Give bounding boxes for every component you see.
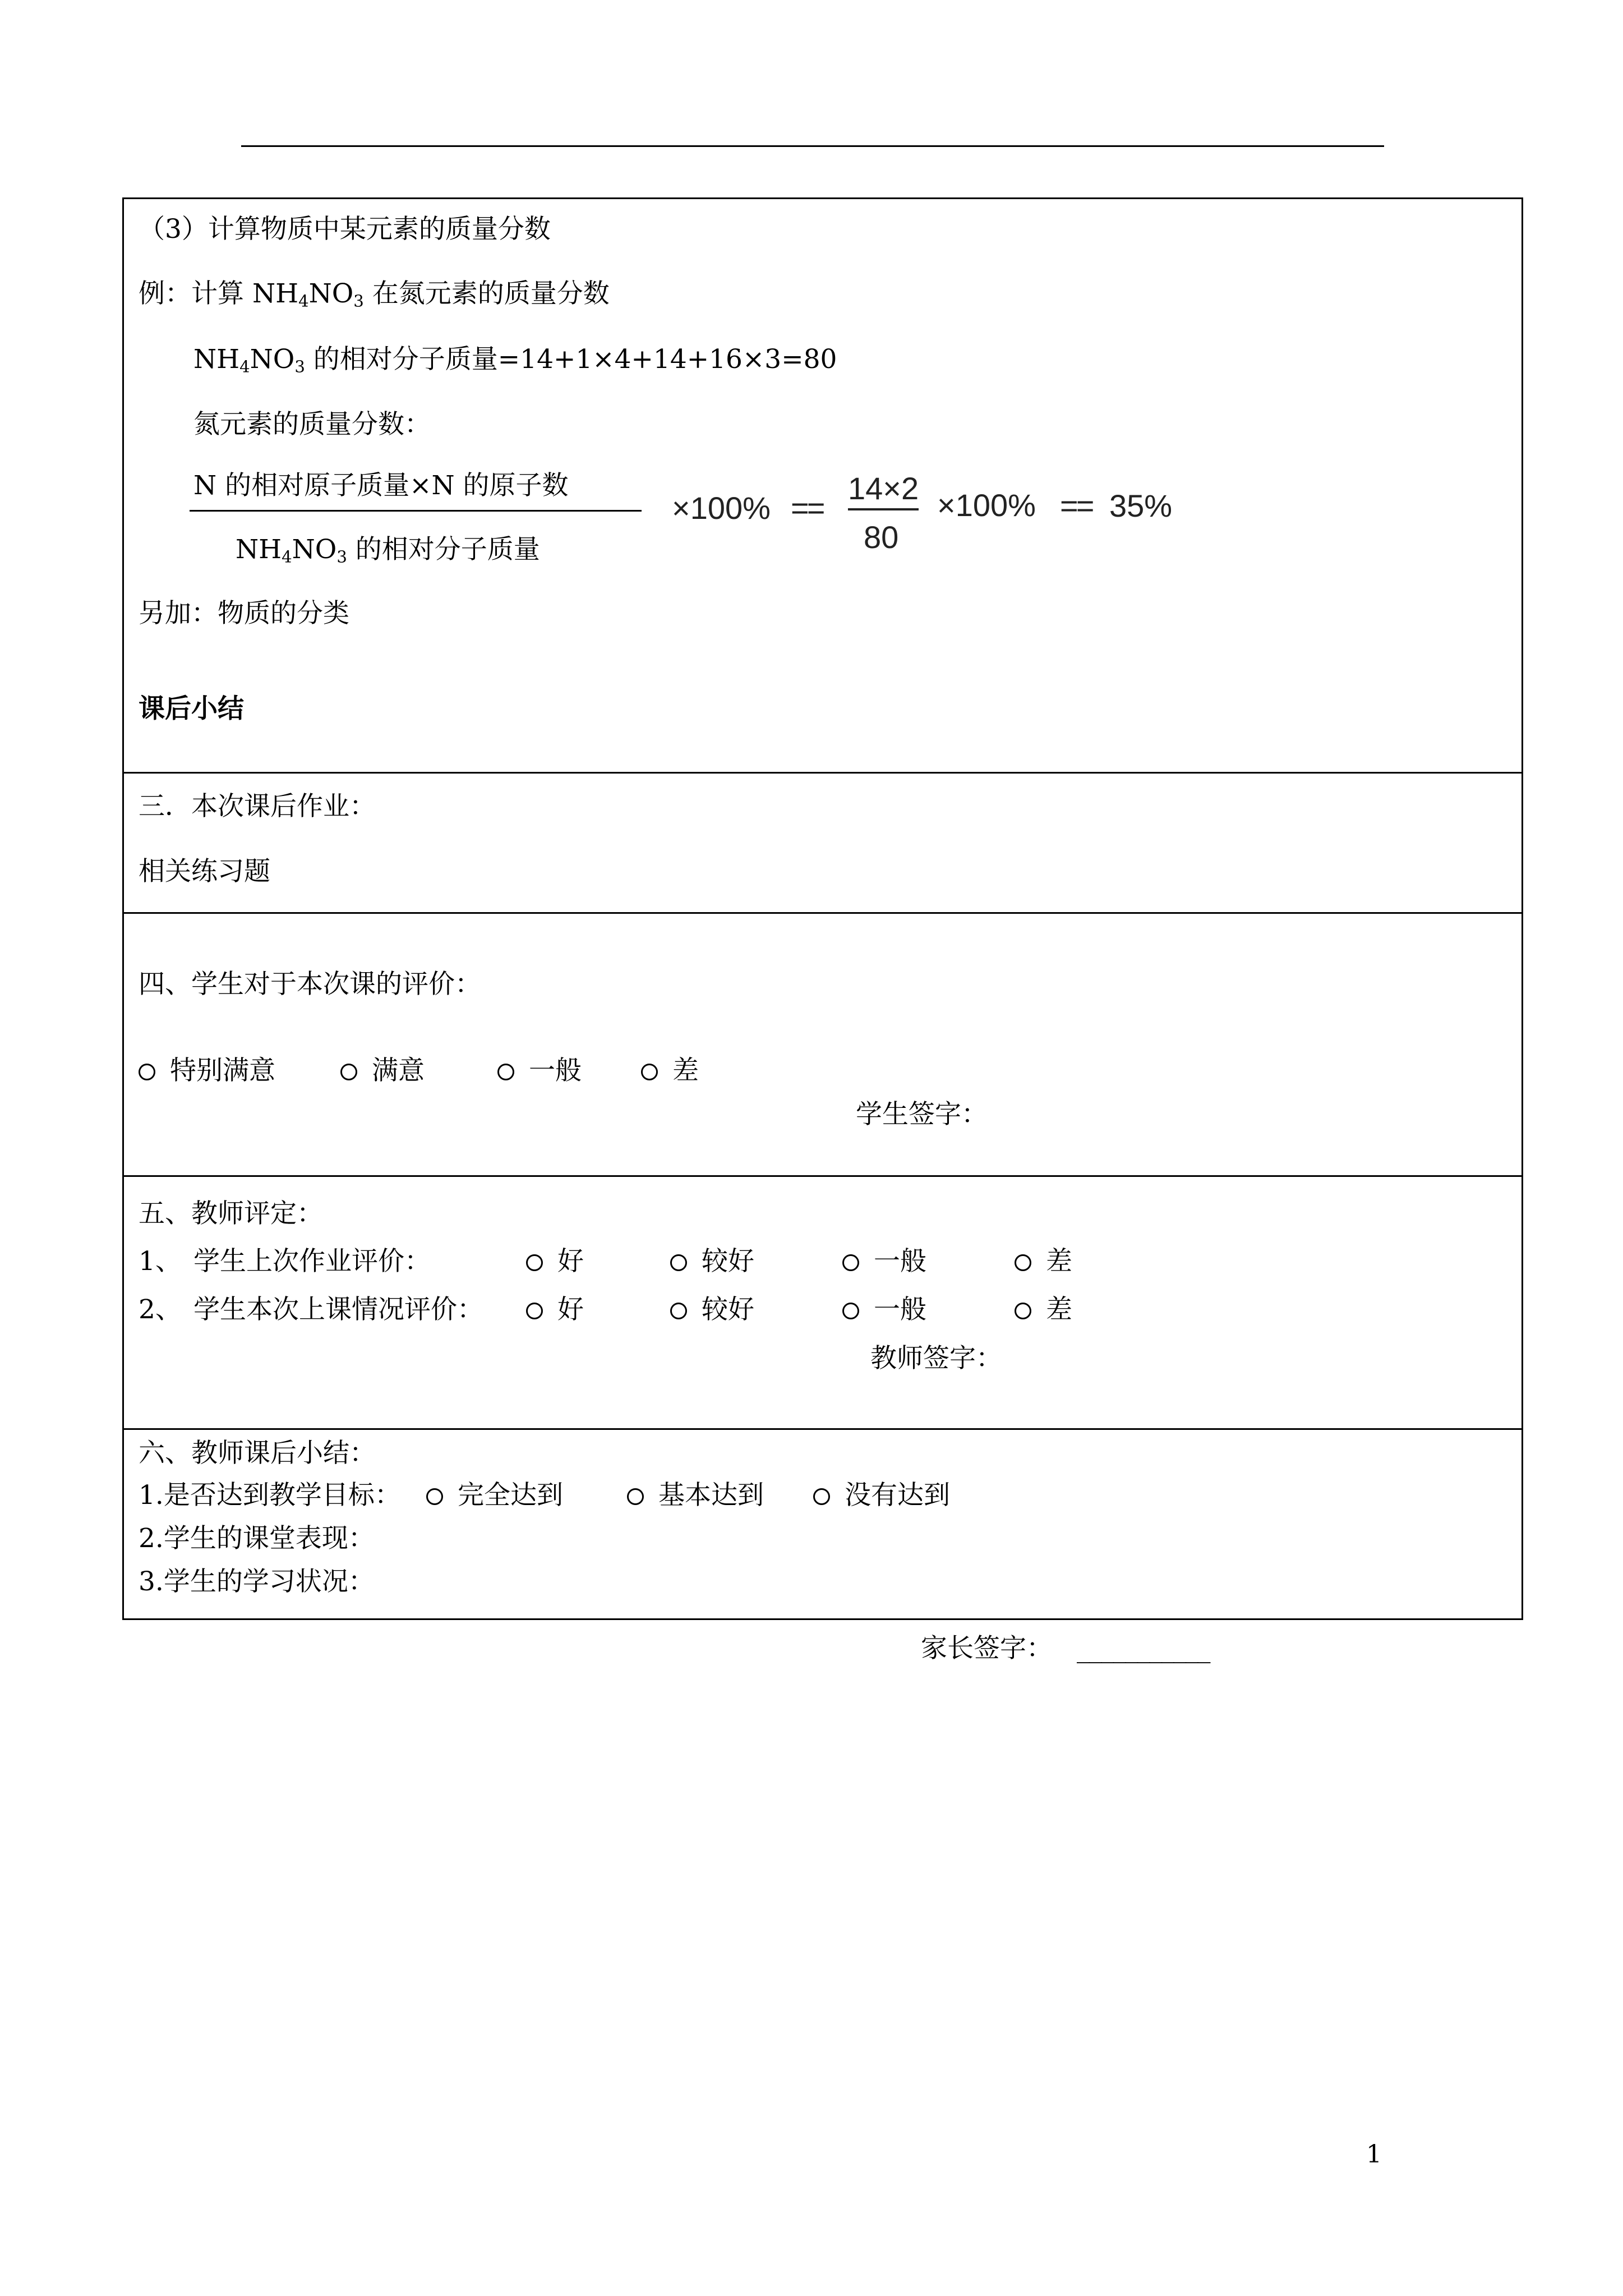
radio-circle-icon [526, 1254, 543, 1271]
teacher-eval-row-1-label: 学生上次作业评价： [193, 1246, 431, 1277]
molar-mass-text: 的相对分子质量=14+1×4+14+16×3=80 [305, 344, 837, 375]
radio-circle-icon [497, 1064, 514, 1080]
radio-circle-icon [1015, 1303, 1031, 1319]
homework-content: 相关练习题 [139, 856, 270, 887]
parent-signature-label: 家长签字： [921, 1633, 1053, 1664]
extra-note: 另加：物质的分类 [139, 598, 349, 629]
nitrogen-label: 氮元素的质量分数： [193, 409, 431, 440]
homework-title: 三．本次课后作业： [139, 791, 376, 822]
row2-option-good[interactable]: 好 [526, 1296, 584, 1323]
result-value: 35% [1109, 488, 1173, 523]
row-divider [122, 1175, 1523, 1177]
teacher-signature-label: 教师签字： [870, 1343, 1002, 1374]
student-eval-title: 四、学生对于本次课的评价： [139, 969, 481, 1000]
formula-nh4no3: $NH_4NO_3$ [236, 534, 347, 567]
row1-option-fairly-good[interactable]: 较好 [670, 1248, 754, 1274]
goal-option-basically[interactable]: 基本达到 [627, 1482, 764, 1508]
molar-mass-line [193, 344, 837, 376]
radio-circle-icon [526, 1303, 543, 1319]
equals-b: == [1060, 488, 1092, 523]
formula-nh4no3: $NH_4NO_3$ [193, 344, 305, 376]
radio-circle-icon [670, 1303, 687, 1319]
row1-option-good[interactable]: 好 [526, 1248, 584, 1274]
radio-circle-icon [426, 1488, 443, 1505]
fraction-numerator: N 的相对原子质量×N 的原子数 [193, 470, 569, 501]
fraction2-denominator: 80 [864, 519, 899, 555]
row-divider [122, 1428, 1523, 1430]
student-signature-label: 学生签字： [856, 1099, 988, 1130]
formula-nh4no3: $NH_4NO_3$ [252, 278, 364, 311]
radio-circle-icon [641, 1064, 658, 1080]
parent-signature-blank[interactable]: ___________ [1077, 1633, 1210, 1664]
teacher-eval-row-1-num: 1、 [139, 1246, 182, 1277]
goal-option-fully[interactable]: 完全达到 [426, 1482, 563, 1508]
row1-option-poor[interactable]: 差 [1015, 1248, 1072, 1274]
radio-circle-icon [842, 1254, 859, 1271]
teacher-eval-title: 五、教师评定： [139, 1198, 323, 1229]
times-100-b: ×100% [937, 487, 1036, 523]
radio-circle-icon [340, 1064, 357, 1080]
fraction2-bar [848, 508, 919, 510]
classroom-performance: 2.学生的课堂表现： [139, 1523, 375, 1554]
row2-option-poor[interactable]: 差 [1015, 1296, 1072, 1323]
goal-label: 1.是否达到教学目标： [139, 1480, 401, 1511]
summary-title: 课后小结 [139, 693, 244, 724]
example-line [139, 278, 610, 311]
page-number: 1 [1366, 2140, 1382, 2169]
row2-option-average[interactable]: 一般 [842, 1296, 926, 1323]
teacher-summary-title: 六、教师课后小结： [139, 1438, 376, 1469]
radio-circle-icon [627, 1488, 644, 1505]
goal-option-not[interactable]: 没有达到 [813, 1482, 950, 1508]
header-rule [241, 145, 1384, 147]
radio-circle-icon [842, 1303, 859, 1319]
row-divider [122, 772, 1523, 774]
fraction2-numerator: 14×2 [848, 471, 919, 506]
row1-option-average[interactable]: 一般 [842, 1248, 926, 1274]
radio-circle-icon [1015, 1254, 1031, 1271]
learning-status: 3.学生的学习状况： [139, 1566, 375, 1597]
fraction-denominator: $NH_4NO_3$ 的相对分子质量 [236, 534, 540, 567]
row-divider [122, 912, 1523, 914]
radio-circle-icon [670, 1254, 687, 1271]
student-option-poor[interactable]: 差 [641, 1057, 699, 1084]
fraction-bar [190, 510, 642, 512]
example-suffix: 在氮元素的质量分数 [363, 278, 610, 309]
student-option-satisfied[interactable]: 满意 [340, 1057, 425, 1084]
times-100-a: ×100% [672, 490, 771, 526]
equals-a: == [791, 490, 823, 526]
student-option-average[interactable]: 一般 [497, 1057, 582, 1084]
student-option-very-satisfied[interactable]: 特别满意 [139, 1057, 275, 1084]
row2-option-fairly-good[interactable]: 较好 [670, 1296, 754, 1323]
example-prefix: 例：计算 [139, 278, 252, 309]
calc-heading: （3）计算物质中某元素的质量分数 [139, 214, 551, 245]
radio-circle-icon [139, 1064, 155, 1080]
radio-circle-icon [813, 1488, 830, 1505]
teacher-eval-row-2-num: 2、 [139, 1294, 182, 1325]
teacher-eval-row-2-label: 学生本次上课情况评价： [193, 1294, 483, 1325]
